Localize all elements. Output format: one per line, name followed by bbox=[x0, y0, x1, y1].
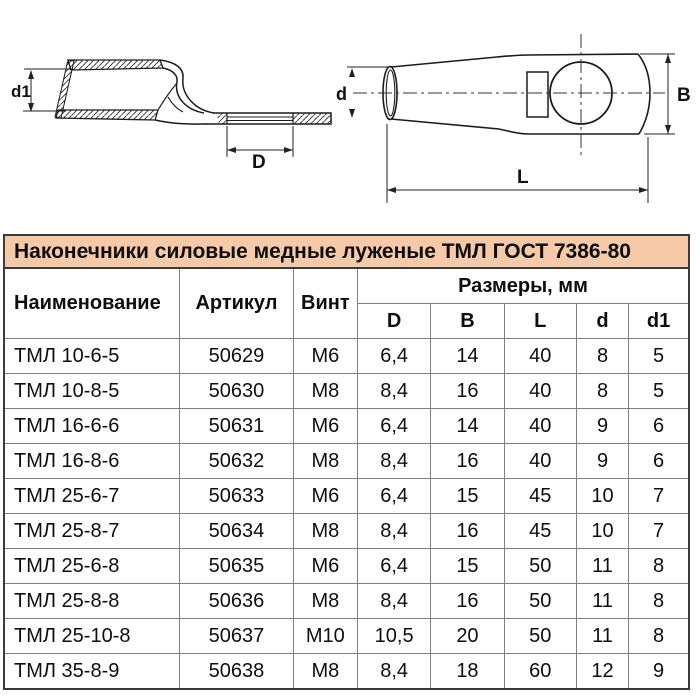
cell-sku: 50629 bbox=[180, 339, 293, 374]
cell-d: 9 bbox=[576, 409, 628, 444]
cell-d1: 8 bbox=[629, 549, 689, 584]
technical-drawing bbox=[0, 0, 700, 232]
cell-d: 11 bbox=[576, 549, 628, 584]
cell-d: 12 bbox=[576, 654, 628, 690]
cell-D: 8,4 bbox=[357, 654, 430, 690]
cell-d: 10 bbox=[576, 514, 628, 549]
dim-label-d1: d1 bbox=[11, 82, 31, 101]
cell-D: 8,4 bbox=[357, 374, 430, 409]
cell-screw: М8 bbox=[293, 514, 357, 549]
cell-d: 8 bbox=[576, 374, 628, 409]
table-row bbox=[4, 444, 689, 479]
cell-sku: 50634 bbox=[180, 514, 293, 549]
palm-hatch-right bbox=[293, 113, 331, 124]
d-arrow-up bbox=[349, 68, 355, 77]
header-size-d1: d1 bbox=[629, 304, 689, 339]
cell-L: 40 bbox=[504, 444, 576, 479]
cell-D: 8,4 bbox=[357, 584, 430, 619]
header-size-D: D bbox=[357, 304, 430, 339]
cell-d1: 8 bbox=[629, 619, 689, 654]
cell-d: 8 bbox=[576, 339, 628, 374]
table-row bbox=[4, 654, 689, 690]
palm-hatch-left bbox=[216, 113, 227, 124]
header-size-L: L bbox=[504, 304, 576, 339]
product-spec-table bbox=[3, 234, 690, 690]
L-arrow-right bbox=[639, 187, 648, 193]
header-sku: Артикул bbox=[180, 268, 293, 339]
cell-name: ТМЛ 25-8-8 bbox=[4, 584, 180, 619]
barrel-bottom-edge bbox=[391, 119, 639, 134]
cell-sku: 50632 bbox=[180, 444, 293, 479]
cell-D: 6,4 bbox=[357, 549, 430, 584]
L-extension-lines bbox=[387, 124, 648, 203]
header-row-1 bbox=[4, 268, 689, 304]
cell-sku: 50630 bbox=[180, 374, 293, 409]
center-lines bbox=[353, 34, 665, 157]
cell-name: ТМЛ 10-6-5 bbox=[4, 339, 180, 374]
cell-B: 14 bbox=[431, 339, 504, 374]
dim-label-B: B bbox=[677, 85, 691, 106]
cell-L: 40 bbox=[504, 339, 576, 374]
table-row bbox=[4, 549, 689, 584]
cell-screw: М6 bbox=[293, 549, 357, 584]
cell-screw: М6 bbox=[293, 339, 357, 374]
cell-L: 50 bbox=[504, 619, 576, 654]
cell-screw: М6 bbox=[293, 409, 357, 444]
cell-sku: 50635 bbox=[180, 549, 293, 584]
header-size-d: d bbox=[576, 304, 628, 339]
d1-arrow-up bbox=[28, 70, 34, 79]
cell-L: 50 bbox=[504, 549, 576, 584]
cell-B: 16 bbox=[431, 514, 504, 549]
under-neck-curve bbox=[155, 120, 207, 124]
table-title-row bbox=[4, 235, 689, 268]
table-row bbox=[4, 619, 689, 654]
cell-name: ТМЛ 10-8-5 bbox=[4, 374, 180, 409]
table-row bbox=[4, 479, 689, 514]
tube-bottom-wall bbox=[56, 110, 158, 120]
inspection-window bbox=[527, 72, 548, 117]
cell-D: 8,4 bbox=[357, 444, 430, 479]
cell-name: ТМЛ 25-6-8 bbox=[4, 549, 180, 584]
cell-d1: 5 bbox=[629, 374, 689, 409]
cell-L: 40 bbox=[504, 409, 576, 444]
header-size-B: B bbox=[431, 304, 504, 339]
cell-B: 16 bbox=[431, 584, 504, 619]
cell-B: 15 bbox=[431, 479, 504, 514]
dim-label-d: d bbox=[336, 84, 347, 104]
cell-sku: 50631 bbox=[180, 409, 293, 444]
cell-d: 11 bbox=[576, 619, 628, 654]
cell-name: ТМЛ 16-8-6 bbox=[4, 444, 180, 479]
d-arrow-down bbox=[349, 109, 355, 118]
cell-name: ТМЛ 16-6-6 bbox=[4, 409, 180, 444]
cell-screw: М6 bbox=[293, 479, 357, 514]
cell-sku: 50636 bbox=[180, 584, 293, 619]
dim-label-D: D bbox=[252, 152, 266, 173]
top-view-drawing bbox=[383, 54, 650, 134]
cell-d: 10 bbox=[576, 479, 628, 514]
cell-name: ТМЛ 25-6-7 bbox=[4, 479, 180, 514]
barrel-top-edge bbox=[391, 54, 638, 67]
L-arrow-left bbox=[387, 187, 396, 193]
D-arrow-left bbox=[227, 147, 236, 153]
D-arrow-right bbox=[284, 147, 293, 153]
table-title: Наконечники силовые медные луженые ТМЛ ГОСТ 7386-80 bbox=[4, 235, 689, 268]
table-row bbox=[4, 374, 689, 409]
cell-D: 6,4 bbox=[357, 409, 430, 444]
cell-sku: 50638 bbox=[180, 654, 293, 690]
cell-L: 60 bbox=[504, 654, 576, 690]
cell-screw: М8 bbox=[293, 654, 357, 690]
cell-d1: 6 bbox=[629, 409, 689, 444]
header-name: Наименование bbox=[4, 268, 180, 339]
cell-L: 40 bbox=[504, 374, 576, 409]
B-arrow-up bbox=[665, 54, 671, 63]
side-view-drawing bbox=[55, 60, 331, 124]
cell-sku: 50637 bbox=[180, 619, 293, 654]
cell-name: ТМЛ 25-8-7 bbox=[4, 514, 180, 549]
cell-d: 11 bbox=[576, 584, 628, 619]
dim-label-L: L bbox=[517, 167, 529, 188]
cell-B: 18 bbox=[431, 654, 504, 690]
cell-d1: 7 bbox=[629, 479, 689, 514]
cell-screw: М10 bbox=[293, 619, 357, 654]
cell-d1: 5 bbox=[629, 339, 689, 374]
table-row bbox=[4, 339, 689, 374]
cell-name: ТМЛ 25-10-8 bbox=[4, 619, 180, 654]
tube-top-wall bbox=[68, 60, 163, 70]
cell-screw: М8 bbox=[293, 374, 357, 409]
cell-B: 16 bbox=[431, 374, 504, 409]
lug-drawing-svg bbox=[0, 0, 700, 232]
table-row bbox=[4, 584, 689, 619]
cell-D: 8,4 bbox=[357, 514, 430, 549]
cell-d1: 7 bbox=[629, 514, 689, 549]
cell-d: 9 bbox=[576, 444, 628, 479]
cell-L: 45 bbox=[504, 514, 576, 549]
cell-L: 45 bbox=[504, 479, 576, 514]
cell-D: 10,5 bbox=[357, 619, 430, 654]
cell-d1: 8 bbox=[629, 584, 689, 619]
cell-d1: 6 bbox=[629, 444, 689, 479]
cell-B: 20 bbox=[431, 619, 504, 654]
B-arrow-down bbox=[665, 125, 671, 134]
cell-sku: 50633 bbox=[180, 479, 293, 514]
cell-L: 50 bbox=[504, 584, 576, 619]
header-screw: Винт bbox=[293, 268, 357, 339]
cell-B: 14 bbox=[431, 409, 504, 444]
palm-right-edge bbox=[638, 54, 650, 134]
cell-D: 6,4 bbox=[357, 339, 430, 374]
table-row bbox=[4, 514, 689, 549]
cell-name: ТМЛ 35-8-9 bbox=[4, 654, 180, 690]
cell-screw: М8 bbox=[293, 444, 357, 479]
cell-screw: М8 bbox=[293, 584, 357, 619]
cell-D: 6,4 bbox=[357, 479, 430, 514]
palm-hole-inner-lines bbox=[227, 117, 293, 121]
cell-d1: 9 bbox=[629, 654, 689, 690]
cell-B: 16 bbox=[431, 444, 504, 479]
cell-B: 15 bbox=[431, 549, 504, 584]
header-sizes-group: Размеры, мм bbox=[357, 268, 689, 304]
table-row bbox=[4, 409, 689, 444]
